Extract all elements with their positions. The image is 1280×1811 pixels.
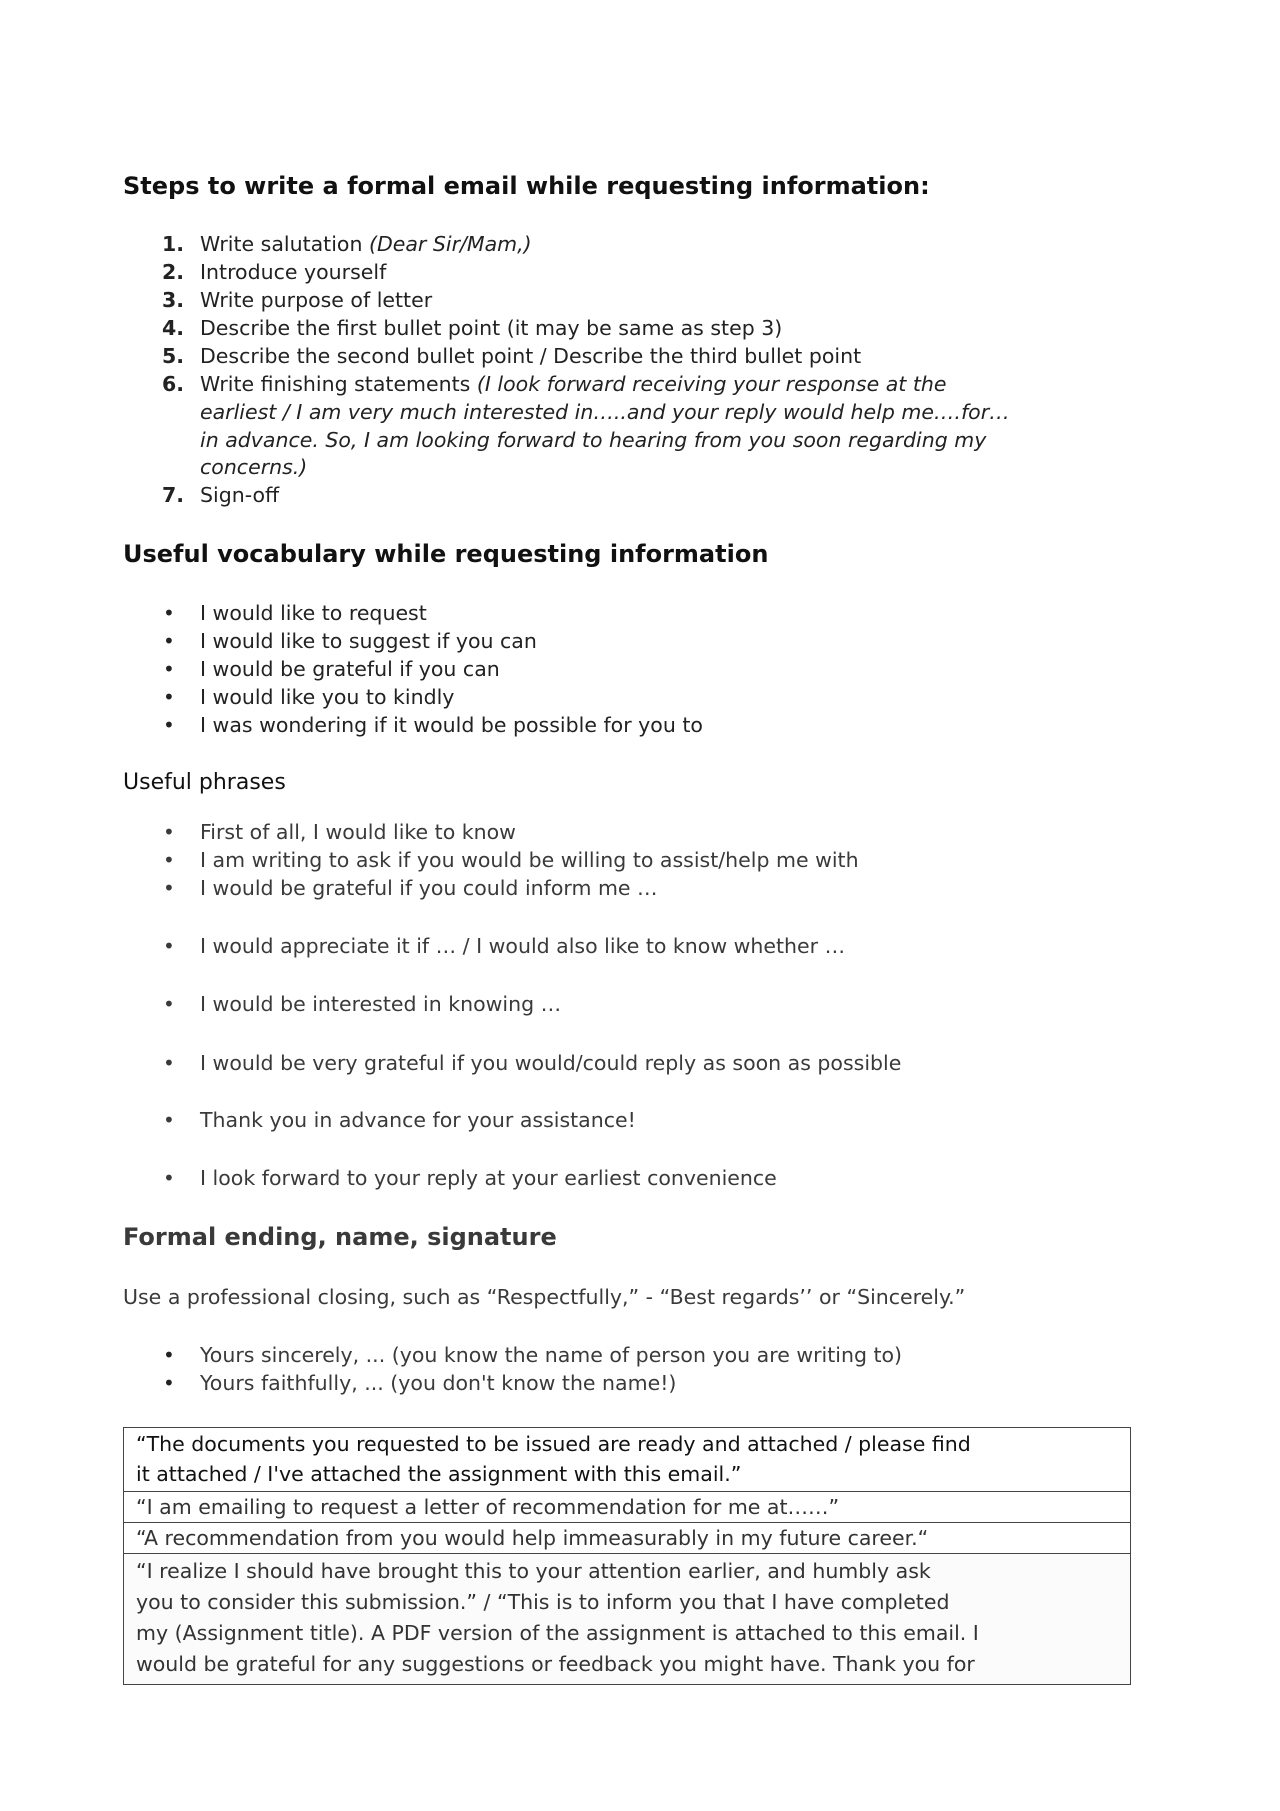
bullet-icon: •: [163, 1051, 175, 1075]
step-number: 2.: [162, 260, 185, 284]
list-item: I would like you to kindly: [200, 685, 455, 709]
heading-vocabulary: Useful vocabulary while requesting information: [123, 540, 769, 568]
step-number: 7.: [162, 483, 185, 507]
bullet-icon: •: [163, 820, 175, 844]
list-item: [200, 370, 947, 398]
bullet-icon: •: [163, 876, 175, 900]
list-item-continuation: concerns.): [200, 455, 308, 479]
step-number: 1.: [162, 232, 185, 256]
list-item: Yours sincerely, ... (you know the name of person you are writing to): [200, 1343, 903, 1367]
list-item: I would be grateful if you could inform me …: [200, 876, 658, 900]
table-cell: “The documents you requested to be issued are ready and attached / please find it attached / I've attached the assignment with this email.”: [124, 1428, 1131, 1492]
list-item: I would like to suggest if you can: [200, 629, 537, 653]
table-row: [124, 1428, 1131, 1492]
bullet-icon: •: [163, 1343, 175, 1367]
list-item: I look forward to your reply at your earliest convenience: [200, 1166, 777, 1190]
bullet-icon: •: [163, 992, 175, 1016]
list-item: Sign-off: [200, 483, 280, 507]
bullet-icon: •: [163, 685, 175, 709]
bullet-icon: •: [163, 657, 175, 681]
list-item: I would be very grateful if you would/could reply as soon as possible: [200, 1051, 902, 1075]
heading-formal-ending: Formal ending, name, signature: [123, 1223, 557, 1251]
step-number: 6.: [162, 372, 185, 396]
table-cell: “I am emailing to request a letter of recommendation for me at……”: [124, 1492, 1131, 1523]
table-row: [124, 1523, 1131, 1554]
step-text: Write salutation: [200, 232, 369, 256]
list-item: I would be grateful if you can: [200, 657, 500, 681]
list-item: I would like to request: [200, 601, 427, 625]
bullet-icon: •: [163, 848, 175, 872]
list-item: [200, 230, 532, 258]
bullet-icon: •: [163, 1166, 175, 1190]
list-item: Thank you in advance for your assistance!: [200, 1108, 636, 1132]
list-item: Describe the second bullet point / Describe the third bullet point: [200, 344, 862, 368]
heading-steps: Steps to write a formal email while requesting information:: [123, 172, 930, 200]
heading-phrases: Useful phrases: [123, 770, 286, 795]
list-item: Introduce yourself: [200, 260, 387, 284]
list-item: I would appreciate it if … / I would also like to know whether …: [200, 934, 846, 958]
table-cell: “I realize I should have brought this to your attention earlier, and humbly ask you to consider this submission.” / “This is to inform you that I have completed my (Assignment title). A PDF version of the assignment is attached to this email. I would be grateful for any suggestions or feedback you might have. Thank you for: [124, 1554, 1131, 1685]
step-example: (I look forward receiving your response at the: [476, 372, 947, 396]
bullet-icon: •: [163, 601, 175, 625]
table-row: [124, 1554, 1131, 1685]
step-number: 3.: [162, 288, 185, 312]
list-item: First of all, I would like to know: [200, 820, 516, 844]
table-cell: “A recommendation from you would help immeasurably in my future career.“: [124, 1523, 1131, 1554]
bullet-icon: •: [163, 629, 175, 653]
list-item-continuation: in advance. So, I am looking forward to hearing from you soon regarding my: [200, 428, 987, 452]
list-item: I was wondering if it would be possible for you to: [200, 713, 703, 737]
list-item-continuation: earliest / I am very much interested in…..and your reply would help me….for…: [200, 400, 1010, 424]
list-item: I am writing to ask if you would be willing to assist/help me with: [200, 848, 859, 872]
example-phrases-table: [123, 1427, 1131, 1685]
bullet-icon: •: [163, 1108, 175, 1132]
step-number: 4.: [162, 316, 185, 340]
step-number: 5.: [162, 344, 185, 368]
step-example: (Dear Sir/Mam,): [368, 232, 532, 256]
list-item: Yours faithfully, ... (you don't know the name!): [200, 1371, 677, 1395]
bullet-icon: •: [163, 934, 175, 958]
bullet-icon: •: [163, 713, 175, 737]
list-item: I would be interested in knowing …: [200, 992, 562, 1016]
closing-paragraph: Use a professional closing, such as “Respectfully,” - “Best regards’’ or “Sincerely.”: [123, 1285, 966, 1309]
list-item: Describe the first bullet point (it may be same as step 3): [200, 316, 783, 340]
step-text: Write finishing statements: [200, 372, 477, 396]
table-row: [124, 1492, 1131, 1523]
bullet-icon: •: [163, 1371, 175, 1395]
list-item: Write purpose of letter: [200, 288, 433, 312]
